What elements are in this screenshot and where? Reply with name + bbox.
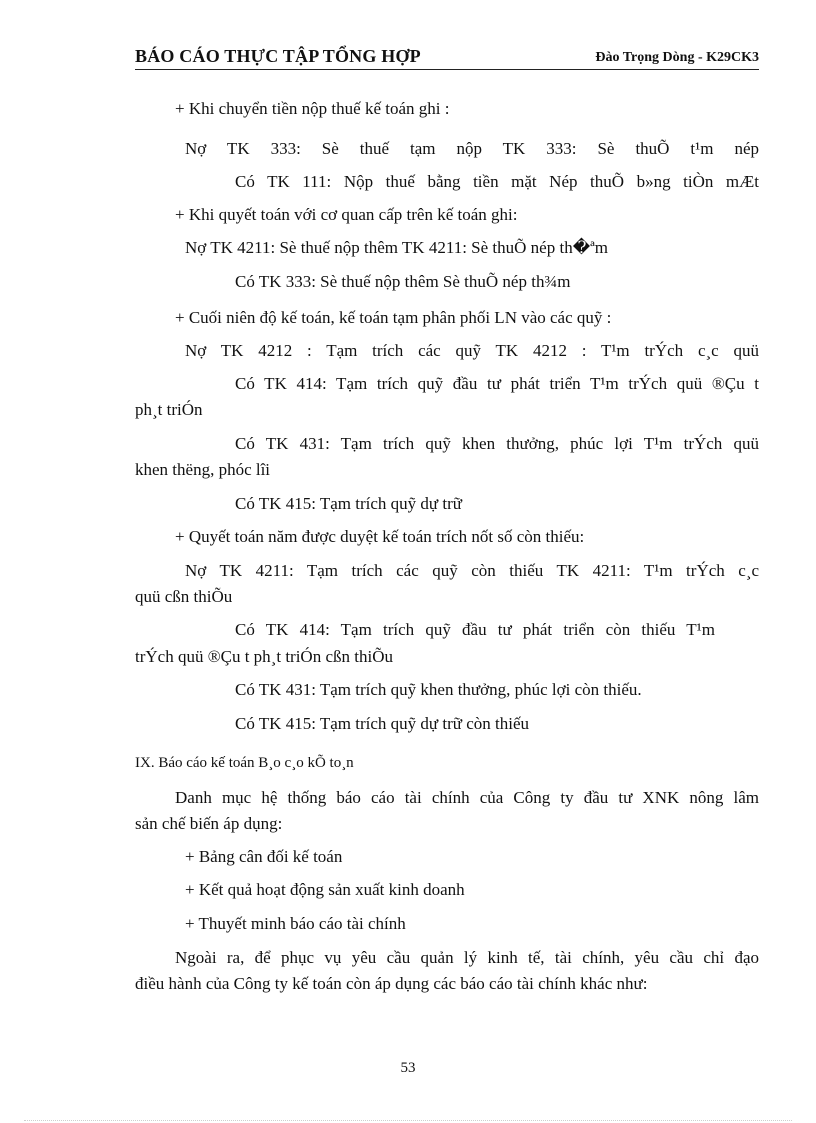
text-line: Nợ TK 4211: Sè thuế nộp thêm TK 4211: Sè thuÕ nép th�ªm (185, 238, 609, 257)
page-header (135, 46, 759, 70)
author-class: Đào Trọng Dòng - K29CK3 (595, 50, 759, 65)
text-line: Có TK 111: Nộp thuế bằng tiền mặt Nép thuÕ b»ng tiÒn mÆt (235, 172, 759, 191)
report-title: BÁO CÁO THỰC TẬP TỔNG HỢP (135, 46, 421, 66)
text-line: điều hành của Công ty kế toán còn áp dụng các báo cáo tài chính khác như: (135, 974, 648, 993)
list-item: + Kết quả hoạt động sản xuất kinh doanh (185, 880, 465, 899)
text-line: + Cuối niên độ kế toán, kế toán tạm phân phối LN vào các quỹ : (175, 308, 612, 327)
text-line: Có TK 431: Tạm trích quỹ khen thưởng, phúc lợi T¹m trÝch quü (235, 434, 759, 453)
text-line: Có TK 431: Tạm trích quỹ khen thưởng, phúc lợi còn thiếu. (235, 680, 642, 699)
header-rule (135, 69, 759, 70)
list-item: + Thuyết minh báo cáo tài chính (185, 914, 406, 933)
text-line: Có TK 415: Tạm trích quỹ dự trữ còn thiếu (235, 714, 530, 733)
text-line: trÝch quü ®Çu t ph¸t triÓn cßn thiÕu (135, 647, 393, 666)
text-line: sản chế biến áp dụng: (135, 814, 283, 833)
text-line: + Khi quyết toán với cơ quan cấp trên kế toán ghi: (175, 205, 518, 224)
page-edge-divider (24, 1120, 792, 1121)
section-heading: IX. Báo cáo kế toán B¸o c¸o kÕ to¸n (135, 755, 354, 771)
text-line: Nợ TK 4211: Tạm trích các quỹ còn thiếu TK 4211: T¹m trÝch c¸c (185, 561, 759, 580)
page-number: 53 (400, 1060, 416, 1076)
list-item: + Bảng cân đối kế toán (185, 847, 343, 866)
text-line: Danh mục hệ thống báo cáo tài chính của Công ty đầu tư XNK nông lâm (175, 788, 759, 807)
text-line: ph¸t triÓn (135, 400, 203, 419)
text-line: khen thëng, phóc lîi (135, 460, 271, 479)
text-line: Ngoài ra, để phục vụ yêu cầu quản lý kinh tế, tài chính, yêu cầu chỉ đạo (175, 948, 759, 967)
text-line: Nợ TK 4212 : Tạm trích các quỹ TK 4212 : T¹m trÝch c¸c quü (185, 341, 759, 360)
text-line: Có TK 333: Sè thuế nộp thêm Sè thuÕ nép th¾m (235, 272, 571, 291)
text-line: + Quyết toán năm được duyệt kế toán trích nốt số còn thiếu: (175, 527, 585, 546)
text-line: Có TK 414: Tạm trích quỹ đầu tư phát triển T¹m trÝch quü ®Çu t (235, 374, 759, 393)
text-line: quü cßn thiÕu (135, 587, 233, 606)
text-line: Có TK 415: Tạm trích quỹ dự trữ (235, 494, 462, 513)
text-line: + Khi chuyển tiền nộp thuế kế toán ghi : (175, 99, 450, 118)
text-line: Có TK 414: Tạm trích quỹ đầu tư phát triển còn thiếu T¹m (235, 620, 715, 639)
text-line: Nợ TK 333: Sè thuế tạm nộp TK 333: Sè thuÕ t¹m nép (185, 139, 759, 158)
